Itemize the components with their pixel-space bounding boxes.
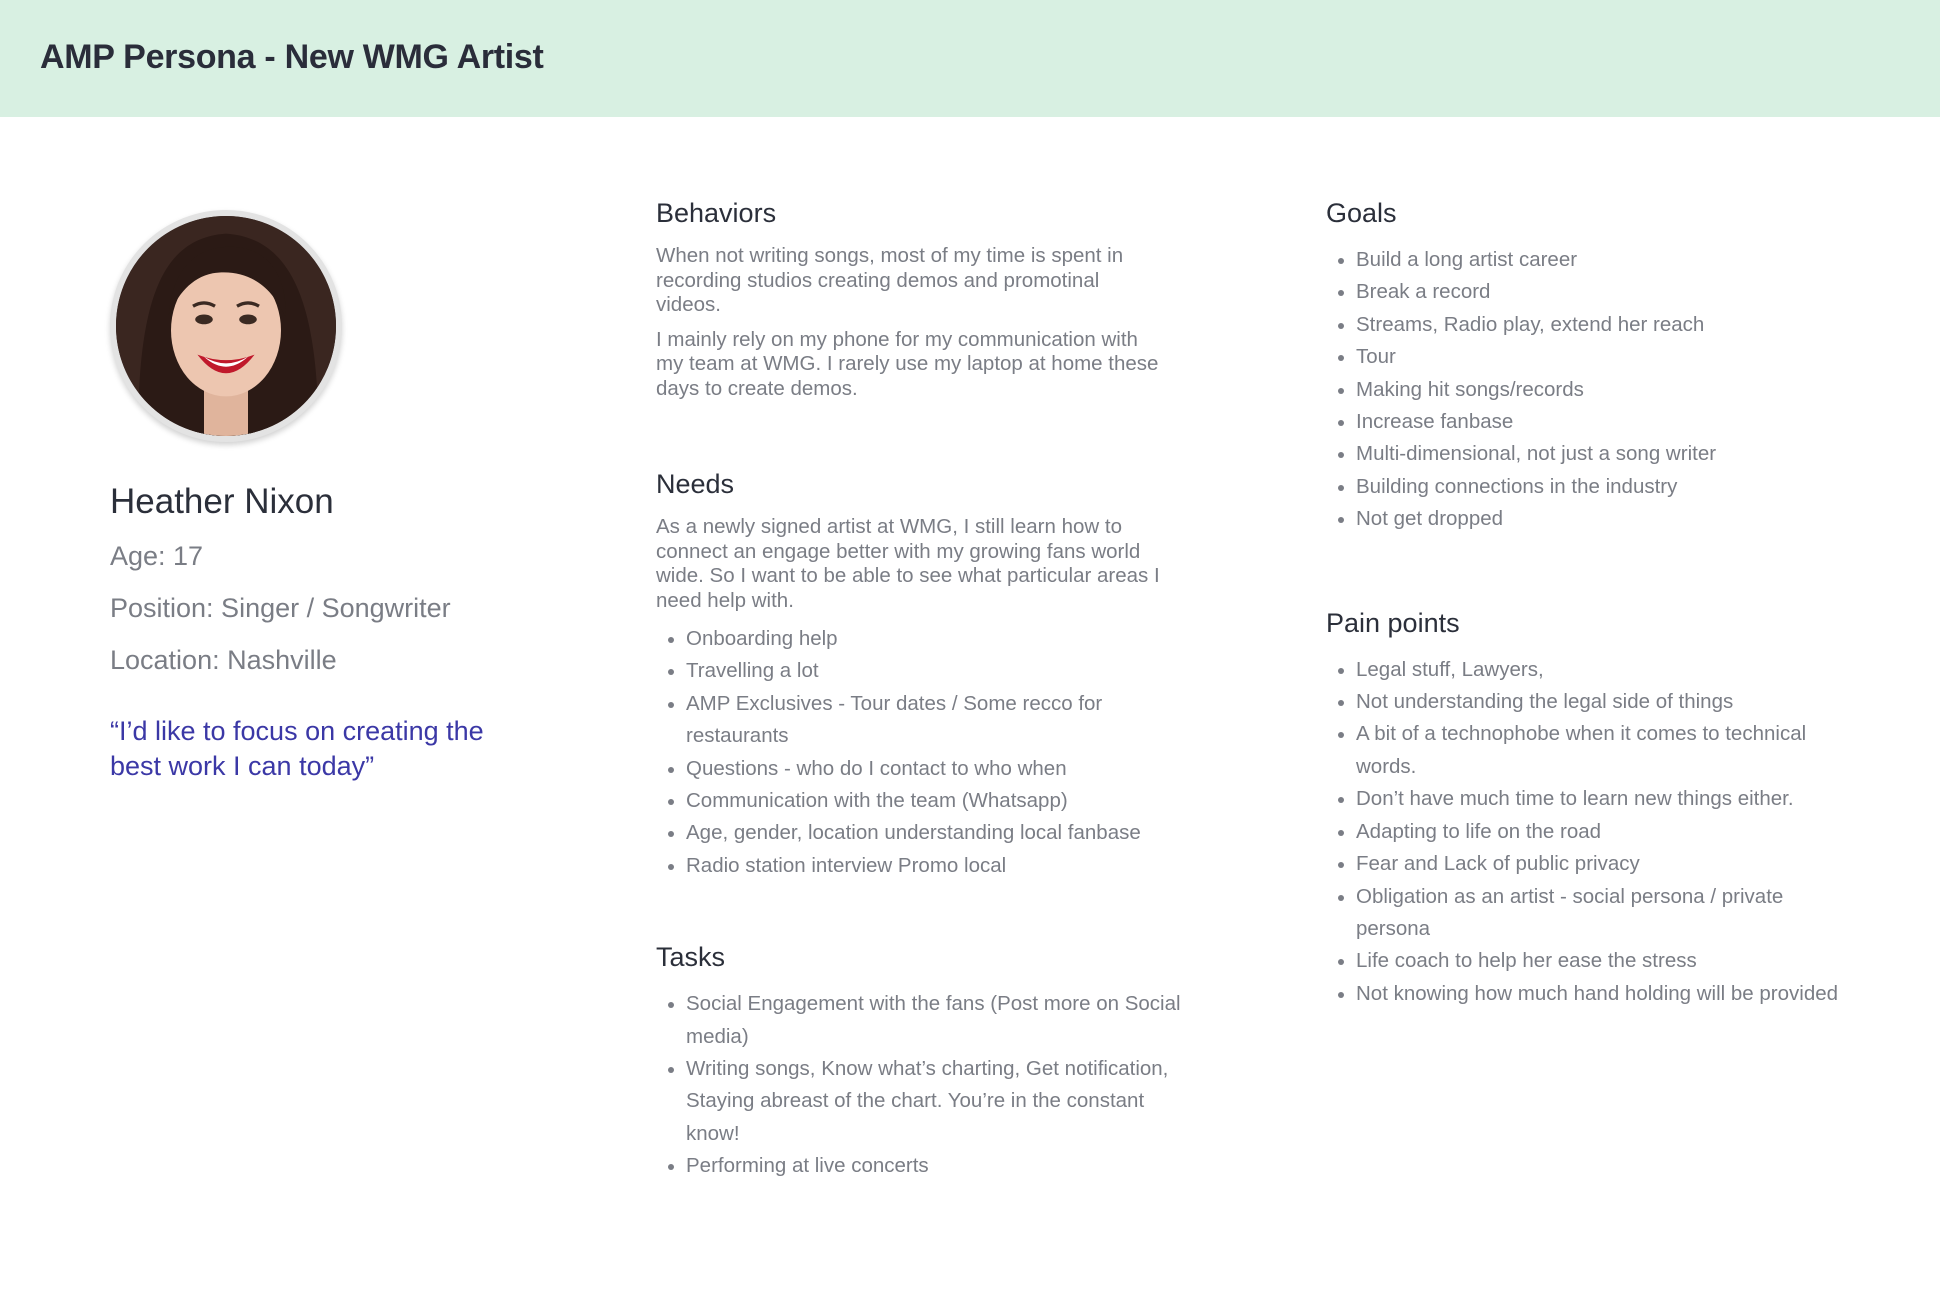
pain-points-heading: Pain points [1326,607,1460,638]
list-item: Not understanding the legal side of things [1326,686,1856,718]
list-item: Obligation as an artist - social persona / private persona [1326,881,1856,946]
list-item: Performing at live concerts [656,1150,1186,1182]
behaviors-paragraph: I mainly rely on my phone for my communication with my team at WMG. I rarely use my laptop at home these days to create demos. [656,327,1159,400]
pain-points-list [1326,654,1856,1010]
persona-position: Position: Singer / Songwriter [110,593,451,623]
needs-heading: Needs [656,469,735,499]
list-item: Onboarding help [656,623,1186,655]
persona-age: Age: 17 [110,541,204,571]
list-item: Build a long artist career [1326,244,1856,276]
list-item: Radio station interview Promo local [656,850,1186,882]
list-item: Break a record [1326,276,1856,308]
list-item: Increase fanbase [1326,406,1856,438]
portrait-photo-icon [116,216,336,436]
avatar [110,210,342,442]
list-item: Multi-dimensional, not just a song writer [1326,438,1856,470]
list-item: Writing songs, Know what’s charting, Get notification, Staying abreast of the chart. You’re in the constant know! [656,1053,1186,1150]
list-item: Streams, Radio play, extend her reach [1326,309,1856,341]
list-item: Questions - who do I contact to who when [656,753,1186,785]
header-banner [0,0,1940,117]
behaviors-heading: Behaviors [656,198,777,228]
page-title: AMP Persona - New WMG Artist [40,38,544,76]
list-item: Tour [1326,341,1856,373]
needs-list [656,623,1186,882]
list-item: Building connections in the industry [1326,471,1856,503]
list-item: Communication with the team (Whatsapp) [656,785,1186,817]
persona-name: Heather Nixon [110,482,334,521]
list-item: A bit of a technophobe when it comes to technical words. [1326,718,1856,783]
persona-quote: “I’d like to focus on creating the best work I can today” [110,716,484,781]
middle-column [656,196,1186,1183]
list-item: Not knowing how much hand holding will be provided [1326,978,1856,1010]
right-column [1326,196,1856,1010]
goals-list [1326,244,1856,536]
goals-heading: Goals [1326,198,1397,228]
persona-location: Location: Nashville [110,645,337,675]
persona-profile [110,210,530,784]
list-item: Age, gender, location understanding local fanbase [656,817,1186,849]
tasks-list [656,988,1186,1182]
behaviors-paragraph: When not writing songs, most of my time is spent in recording studios creating demos and promotinal videos. [656,244,1124,316]
list-item: Don’t have much time to learn new things either. [1326,783,1856,815]
needs-intro: As a newly signed artist at WMG, I still learn how to connect an engage better with my growing fans world wide. So I want to be able to see what particular areas I need help with. [656,515,1160,612]
list-item: Fear and Lack of public privacy [1326,848,1856,880]
list-item: Social Engagement with the fans (Post more on Social media) [656,988,1186,1053]
list-item: Life coach to help her ease the stress [1326,945,1856,977]
list-item: Making hit songs/records [1326,374,1856,406]
tasks-heading: Tasks [656,942,726,973]
list-item: Not get dropped [1326,503,1856,535]
list-item: Travelling a lot [656,655,1186,687]
list-item: Legal stuff, Lawyers, [1326,654,1856,686]
list-item: AMP Exclusives - Tour dates / Some recco for restaurants [656,688,1186,753]
list-item: Adapting to life on the road [1326,816,1856,848]
